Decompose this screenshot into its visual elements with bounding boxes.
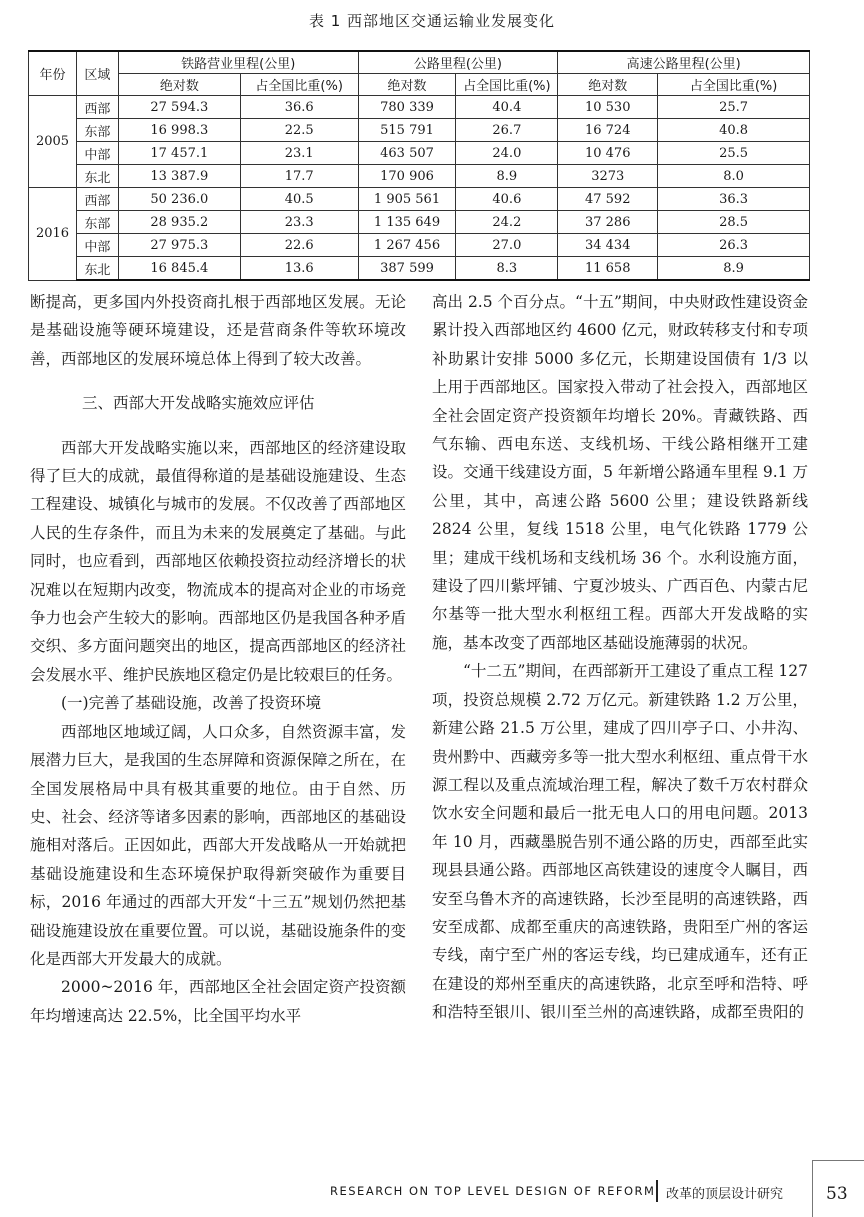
hw-pct-cell: 8.0 [658,165,810,188]
road-abs-cell: 170 906 [358,165,456,188]
header-road-pct: 占全国比重(%) [456,74,558,96]
table-row [29,234,810,257]
header-road-abs: 绝对数 [358,74,456,96]
region-cell: 东北 [76,165,118,188]
paragraph: “十二五”期间，在西部新开工建设了重点工程 127 项，投资总规模 2.72 万亿元。新建铁路 1.2 万公里，新建公路 21.5 万公里，建成了四川亭子口、小井沟、贵州黔中、西藏旁多等一批大型水利枢纽、重点骨干水源工程以及重点流域治理工程，解决了数千万农村群众饮水安全问题和最后一批无电人口的用电问题。2013 年 10 月，西藏墨脱告别不通公路的历史，西部至此实现县县通公路。西部地区高铁建设的速度令人瞩目，西安至乌鲁木齐的高速铁路，长沙至昆明的高速铁路，西安至成都、成都至重庆的高速铁路，贵阳至广州的客运专线，南宁至广州的客运专线，均已建成通车，还有正在建设的郑州至重庆的高速铁路，北京至呼和浩特、呼和浩特至银川、银川至兰州的高速铁路，成都至贵阳的 [432,662,808,1022]
transport-table [28,50,810,281]
header-highway: 高速公路里程(公里) [558,51,810,74]
header-hw-pct: 占全国比重(%) [658,74,810,96]
road-pct-cell: 40.6 [456,188,558,211]
road-abs-cell: 463 507 [358,142,456,165]
left-column [30,288,406,1030]
rail-pct-cell: 23.3 [240,211,358,234]
hw-abs-cell: 10 530 [558,96,658,119]
rail-abs-cell: 27 975.3 [118,234,240,257]
road-pct-cell: 24.0 [456,142,558,165]
rail-abs-cell: 17 457.1 [118,142,240,165]
header-hw-abs: 绝对数 [558,74,658,96]
section-title: 三、西部大开发战略实施效应评估 [82,394,315,413]
region-cell: 中部 [76,142,118,165]
road-abs-cell: 1 135 649 [358,211,456,234]
road-abs-cell: 515 791 [358,119,456,142]
road-pct-cell: 24.2 [456,211,558,234]
rail-abs-cell: 28 935.2 [118,211,240,234]
road-abs-cell: 1 267 456 [358,234,456,257]
hw-abs-cell: 37 286 [558,211,658,234]
table-row [29,96,810,119]
hw-pct-cell: 36.3 [658,188,810,211]
rail-abs-cell: 50 236.0 [118,188,240,211]
road-abs-cell: 387 599 [358,257,456,281]
paragraph: 高出 2.5 个百分点。“十五”期间，中央财政性建设资金累计投入西部地区约 4600 亿元，财政转移支付和专项补助累计安排 5000 多亿元，长期建设国债有 1/3 以上用于西部地区。国家投入带动了社会投入，西部地区全社会固定资产投资额年均增长 20%。青藏铁路、西气东输、西电东送、支线机场、干线公路相继开工建设。交通干线建设方面，5 年新增公路通车里程 9.1 万公里，其中，高速公路 5600 公里；建设铁路新线 2824 公里，复线 1518 公里，电气化铁路 1779 公里；建成干线机场和支线机场 36 个。水利设施方面，建设了四川紫坪铺、宁夏沙坡头、广西百色、内蒙古尼尔基等一批大型水利枢纽工程。西部大开发战略的实施，基本改变了西部地区基础设施薄弱的状况。 [432,293,808,652]
region-cell: 东部 [76,211,118,234]
rail-pct-cell: 36.6 [240,96,358,119]
hw-pct-cell: 8.9 [658,257,810,281]
hw-abs-cell: 10 476 [558,142,658,165]
paragraph: 西部大开发战略实施以来，西部地区的经济建设取得了巨大的成就，最值得称道的是基础设施建设、生态工程建设、城镇化与城市的发展。不仅改善了西部地区人民的生存条件，而且为未来的发展奠定了基础。与此同时，也应看到，西部地区依赖投资拉动经济增长的状况难以在短期内改变，物流成本的提高对企业的市场竞争力也会产生较大的影响。西部地区仍是我国各种矛盾交织、多方面问题突出的地区，提高西部地区的经济社会发展水平、维护民族地区稳定仍是比较艰巨的任务。 [30,438,406,684]
hw-abs-cell: 11 658 [558,257,658,281]
region-cell: 中部 [76,234,118,257]
road-abs-cell: 1 905 561 [358,188,456,211]
header-rail-abs: 绝对数 [118,74,240,96]
hw-pct-cell: 28.5 [658,211,810,234]
corner-mark-horizontal [812,1160,864,1161]
table-row [29,188,810,211]
rail-abs-cell: 27 594.3 [118,96,240,119]
road-pct-cell: 40.4 [456,96,558,119]
table-row [29,257,810,281]
hw-abs-cell: 3273 [558,165,658,188]
rail-pct-cell: 22.5 [240,119,358,142]
region-cell: 西部 [76,188,118,211]
road-abs-cell: 780 339 [358,96,456,119]
journal-title-en: RESEARCH ON TOP LEVEL DESIGN OF REFORM [330,1184,656,1198]
header-rail: 铁路营业里程(公里) [118,51,358,74]
road-pct-cell: 27.0 [456,234,558,257]
right-column [432,288,808,1027]
rail-abs-cell: 16 845.4 [118,257,240,281]
paragraph: 西部地区地域辽阔，人口众多，自然资源丰富，发展潜力巨大，是我国的生态屏障和资源保障之所在，在全国发展格局中具有极其重要的地位。由于自然、历史、社会、经济等诸多因素的影响，西部地区的基础设施相对落后。正因如此，西部大开发战略从一开始就把基础设施建设和生态环境保护取得新突破作为重要目标，2016 年通过的西部大开发“十三五”规划仍然把基础设施建设放在重要位置。可以说，基础设施条件的变化是西部大开发最大的成就。 [30,722,406,968]
page-number: 53 [826,1184,848,1204]
rail-pct-cell: 23.1 [240,142,358,165]
hw-abs-cell: 34 434 [558,234,658,257]
rail-pct-cell: 22.6 [240,234,358,257]
subsection-title: (一)完善了基础设施，改善了投资环境 [61,694,322,713]
header-year: 年份 [29,51,77,96]
header-road: 公路里程(公里) [358,51,558,74]
journal-title-cn: 改革的顶层设计研究 [666,1187,784,1202]
hw-pct-cell: 40.8 [658,119,810,142]
region-cell: 东部 [76,119,118,142]
rail-pct-cell: 13.6 [240,257,358,281]
hw-abs-cell: 47 592 [558,188,658,211]
footer-divider [656,1180,658,1202]
region-cell: 西部 [76,96,118,119]
year-cell: 2016 [29,188,77,281]
table-caption: 表 1 西部地区交通运输业发展变化 [308,12,556,30]
road-pct-cell: 26.7 [456,119,558,142]
hw-pct-cell: 26.3 [658,234,810,257]
header-region: 区域 [76,51,118,96]
table-row [29,142,810,165]
rail-abs-cell: 13 387.9 [118,165,240,188]
year-cell: 2005 [29,96,77,188]
hw-pct-cell: 25.7 [658,96,810,119]
running-footer [330,1180,850,1204]
table-row [29,119,810,142]
rail-abs-cell: 16 998.3 [118,119,240,142]
region-cell: 东北 [76,257,118,281]
road-pct-cell: 8.3 [456,257,558,281]
table-row [29,165,810,188]
rail-pct-cell: 40.5 [240,188,358,211]
header-rail-pct: 占全国比重(%) [240,74,358,96]
table-row [29,211,810,234]
road-pct-cell: 8.9 [456,165,558,188]
hw-abs-cell: 16 724 [558,119,658,142]
rail-pct-cell: 17.7 [240,165,358,188]
paragraph: 2000~2016 年，西部地区全社会固定资产投资额年均增速高达 22.5%，比全国平均水平 [30,978,406,1025]
paragraph: 断提高，更多国内外投资商扎根于西部地区发展。无论是基础设施等硬环境建设，还是营商条件等软环境改善，西部地区的发展环境总体上得到了较大改善。 [30,293,406,368]
hw-pct-cell: 25.5 [658,142,810,165]
